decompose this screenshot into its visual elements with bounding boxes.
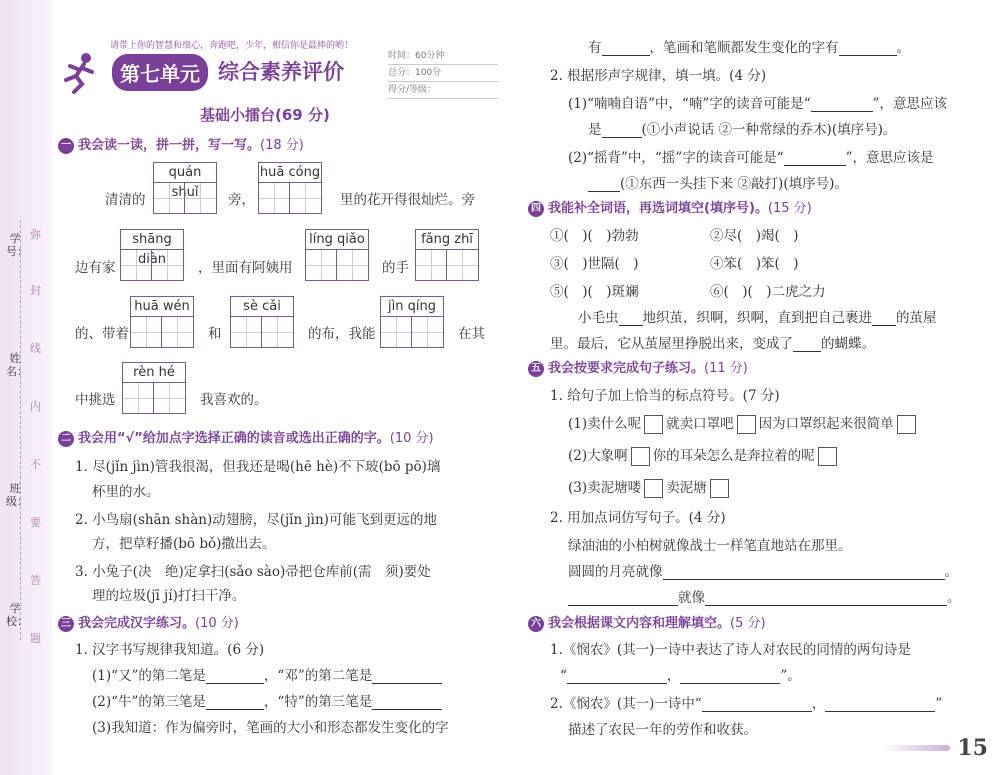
- section-points: (5 分): [730, 616, 766, 631]
- question-text: 是: [588, 122, 602, 138]
- question-line: 杯里的水。: [92, 484, 160, 500]
- answer-blank[interactable]: [619, 325, 643, 326]
- answer-blank[interactable]: [872, 325, 896, 326]
- page-header: [60, 38, 490, 98]
- text-fragment: 中挑选: [75, 392, 116, 408]
- text-fragment: 清清的: [105, 192, 146, 208]
- question-text: 。: [944, 564, 958, 580]
- section-title: 我会根据课文内容和理解填空。: [548, 616, 731, 631]
- pinyin-write-box[interactable]: [380, 296, 444, 348]
- punctuation-box[interactable]: [818, 447, 837, 466]
- question-line: [568, 476, 732, 498]
- seal-word: 线: [30, 342, 41, 355]
- pinyin-label: huā cóng: [258, 162, 322, 182]
- question-text: (2)大象啊: [568, 448, 628, 464]
- section-title: 我会用“√”给加点字选择正确的读音或选出正确的字。: [78, 431, 390, 446]
- question-text: ”，意思应该: [872, 96, 948, 112]
- pinyin-write-box[interactable]: [130, 296, 194, 348]
- unit-badge: 第七单元: [112, 54, 208, 91]
- seal-word: 答: [30, 574, 41, 587]
- seal-word: 封: [30, 284, 41, 297]
- answer-blank[interactable]: [602, 55, 650, 56]
- question-text: ，“特”的第三笔是: [263, 694, 373, 710]
- text-fragment: 的、带着: [75, 326, 129, 342]
- pinyin-write-box[interactable]: [120, 229, 184, 281]
- question-text: 有: [588, 40, 602, 56]
- answer-blank[interactable]: [588, 191, 620, 192]
- answer-blank[interactable]: [784, 165, 846, 166]
- seal-line: [20, 220, 22, 640]
- section-1-heading: [58, 134, 304, 154]
- idiom-item[interactable]: ④笨( )笨( ): [710, 256, 799, 272]
- question-line: [588, 172, 848, 192]
- class-label: 班级：: [6, 482, 28, 508]
- seal-word: 内: [30, 400, 41, 413]
- section-title: 我会按要求完成句子练习。: [548, 361, 705, 376]
- answer-blank[interactable]: [372, 709, 442, 710]
- section-6-heading: [528, 612, 766, 632]
- question-text: ，: [666, 668, 681, 684]
- pinyin-write-box[interactable]: [153, 162, 217, 214]
- text-fragment: 在其: [458, 326, 485, 342]
- idiom-item[interactable]: ③( )世隔( ): [550, 256, 639, 272]
- answer-blank[interactable]: [705, 605, 947, 606]
- text-fragment: 和: [208, 326, 222, 342]
- section-points: (15 分): [767, 201, 812, 216]
- text-fragment: 旁，: [228, 192, 255, 208]
- pinyin-write-box[interactable]: [230, 296, 294, 348]
- idiom-item[interactable]: ⑥( )( )二虎之力: [710, 284, 826, 300]
- pinyin-label: jìn qíng: [380, 296, 444, 316]
- section-number: 四: [528, 201, 544, 217]
- text-fragment: 的布，我能: [308, 326, 376, 342]
- seal-word: 要: [30, 516, 41, 529]
- answer-blank[interactable]: [602, 137, 642, 138]
- section-number: 六: [528, 616, 544, 632]
- question-line: [568, 444, 840, 466]
- text-fragment: 我喜欢的。: [200, 392, 268, 408]
- pinyin-write-box[interactable]: [415, 229, 479, 281]
- header-slogan: 请带上你的智慧和细心，奔跑吧，少年，相信你是最棒的哟！: [110, 41, 354, 51]
- pinyin-label: shāng: [120, 229, 184, 249]
- page-title: 综合素养评价: [218, 60, 344, 84]
- answer-blank[interactable]: [663, 579, 945, 580]
- answer-blank[interactable]: [680, 683, 780, 684]
- pinyin-label: líng qiǎo: [305, 229, 369, 249]
- question-line: [568, 586, 961, 606]
- question-line: 理的垃圾(jī jí)打扫干净。: [92, 588, 246, 604]
- answer-blank[interactable]: [811, 111, 873, 112]
- question-line: [550, 692, 942, 712]
- text-fragment: 里的花开得很灿烂。旁: [340, 192, 475, 208]
- punctuation-box[interactable]: [644, 415, 663, 434]
- page-decoration: [880, 745, 950, 751]
- idiom-item[interactable]: ①( )( )勃勃: [550, 228, 639, 244]
- punctuation-box[interactable]: [737, 415, 756, 434]
- section-title: 我会读一读，拼一拼，写一写。: [78, 138, 261, 153]
- question-text: 就卖口罩吧: [666, 416, 734, 432]
- question-text: 的蝴蝶。: [821, 336, 875, 352]
- question-line: [560, 664, 801, 684]
- question-line: 描述了农民一年的劳作和收获。: [568, 722, 757, 738]
- question-line: 1. 给句子加上恰当的标点符号。(7 分): [550, 388, 780, 404]
- question-text: 。: [947, 590, 961, 606]
- seal-word: 弥: [30, 228, 41, 241]
- seal-word: 题: [30, 632, 41, 645]
- question-text: ，“邓”的第二笔是: [263, 668, 373, 684]
- question-line: 2. 根据形声字规律，填一填。(4 分): [550, 68, 767, 84]
- answer-blank[interactable]: [206, 709, 264, 710]
- question-line: (3)我知道：作为偏旁时，笔画的大小和形态都发生变化的字: [92, 720, 449, 736]
- question-text: (1)“喃喃自语”中，“喃”字的读音可能是“: [568, 96, 811, 112]
- question-text: (①小声说话 ②一种常绿的乔木)(填序号)。: [641, 122, 897, 138]
- question-text: 圆圆的月亮就像: [568, 564, 663, 580]
- question-text: 的茧屋: [896, 310, 937, 326]
- section-2-heading: [58, 427, 434, 447]
- section-number: 三: [58, 616, 74, 632]
- punctuation-box[interactable]: [631, 447, 650, 466]
- question-line: [588, 36, 910, 56]
- question-line: [578, 306, 937, 326]
- exam-meta: [388, 48, 498, 99]
- question-line: 1. 汉字书写规律我知道。(6 分): [75, 642, 265, 658]
- student-name-label: 姓名：: [6, 352, 28, 378]
- pinyin-write-box[interactable]: [122, 362, 186, 414]
- score-field[interactable]: 得分/等级：: [388, 82, 498, 99]
- pinyin-label: quán: [153, 162, 217, 182]
- student-id-label: 学号：: [6, 232, 28, 258]
- section-points: (10 分): [389, 431, 434, 446]
- question-line: [568, 560, 958, 580]
- answer-blank[interactable]: [206, 683, 264, 684]
- answer-blank[interactable]: [825, 711, 935, 712]
- total-score: 总分：100分: [388, 65, 498, 82]
- section-points: (18 分): [260, 138, 304, 153]
- question-text: 小毛虫: [578, 310, 619, 326]
- question-text: 卖泥塘: [666, 480, 707, 496]
- question-line: 1. 尽(jǐn jìn)管我很渴，但我还是喝(hē hè)不下玻(bō pō)璃: [75, 459, 441, 475]
- question-line: 1.《悯农》(其一)一诗中表达了诗人对农民的同情的两句诗是: [550, 642, 911, 658]
- question-text: 。: [896, 40, 910, 56]
- question-line: 3. 小兔子(决 绝)定拿扫(sǎo sào)帚把仓库前(需 须)要处: [75, 564, 431, 580]
- question-text: (2)“摇背”中，“摇”字的读音可能是“: [568, 150, 784, 166]
- question-line: [568, 412, 919, 434]
- time-limit: 时间：60分钟: [388, 48, 498, 65]
- answer-blank[interactable]: [568, 605, 678, 606]
- page-number: 15: [957, 735, 988, 761]
- question-line: 2. 小鸟扇(shān shàn)动翅膀，尽(jǐn jìn)可能飞到更远的地: [75, 512, 437, 528]
- question-line: [588, 118, 896, 138]
- question-text: (2)“牛”的第三笔是: [92, 694, 206, 710]
- text-fragment: 的手: [382, 260, 409, 276]
- school-label: 学校：: [6, 602, 28, 628]
- section-number: 五: [528, 361, 544, 377]
- question-line: 方，把草籽播(bō bǒ)撒出去。: [92, 536, 276, 552]
- question-text: 你的耳朵怎么是奔拉着的呢: [652, 448, 815, 464]
- question-line: [92, 664, 442, 684]
- question-text: 就像: [678, 590, 705, 606]
- section-3-heading: [58, 612, 239, 632]
- question-text: ，: [811, 696, 826, 712]
- seal-word: 不: [30, 458, 41, 471]
- question-text: ”。: [780, 668, 801, 684]
- answer-blank[interactable]: [567, 683, 667, 684]
- question-text: 因为口罩织起来很简单: [758, 416, 894, 432]
- section-number: 一: [58, 138, 74, 154]
- pinyin-write-box[interactable]: [258, 162, 322, 214]
- question-line: 2. 用加点词仿写句子。(4 分): [550, 510, 726, 526]
- question-line: 绿油油的小柏树就像战士一样笔直地站在那里。: [568, 538, 852, 554]
- question-line: [92, 690, 442, 710]
- section-5-heading: [528, 357, 748, 377]
- idiom-item[interactable]: ⑤( )( )斑斓: [550, 284, 639, 300]
- pinyin-label: huā wén: [130, 296, 194, 316]
- answer-blank[interactable]: [372, 683, 442, 684]
- question-text: “: [560, 668, 567, 684]
- section-number: 二: [58, 431, 74, 447]
- punctuation-box[interactable]: [897, 415, 916, 434]
- pinyin-label: sè cǎi: [230, 296, 294, 316]
- question-text: (3)卖泥塘喽: [568, 480, 642, 496]
- text-fragment: ，里面有阿姨用: [198, 260, 293, 276]
- question-line: [568, 92, 947, 112]
- section-title: 我会完成汉字练习。: [78, 616, 196, 631]
- punctuation-box[interactable]: [710, 479, 729, 498]
- section-title: 我能补全词语，再选词填空(填序号)。: [548, 201, 768, 216]
- section-group-title: 基础小擂台(69 分): [200, 106, 330, 124]
- section-points: (10 分): [195, 616, 239, 631]
- pinyin-label: fǎng zhī: [415, 229, 479, 249]
- answer-blank[interactable]: [793, 351, 821, 352]
- section-4-heading: [528, 197, 812, 217]
- section-points: (11 分): [704, 361, 748, 376]
- runner-icon: [60, 50, 100, 94]
- question-text: 2.《悯农》(其一)一诗中“: [550, 696, 702, 712]
- question-text: ，笔画和笔顺都发生变化的字有: [649, 40, 839, 56]
- question-text: ”，意思应该是: [845, 150, 934, 166]
- text-fragment: 边有家: [75, 260, 116, 276]
- punctuation-box[interactable]: [644, 479, 663, 498]
- question-line: [550, 332, 875, 352]
- binding-margin: [0, 0, 52, 775]
- question-text: (①东西一头挂下来 ②敲打)(填序号)。: [620, 176, 848, 192]
- question-line: [568, 146, 934, 166]
- idiom-item[interactable]: ②尽( )竭( ): [710, 228, 799, 244]
- question-text: (1)卖什么呢: [568, 416, 642, 432]
- question-text: ”: [935, 696, 943, 712]
- answer-blank[interactable]: [702, 711, 812, 712]
- pinyin-label: rèn hé: [122, 362, 186, 382]
- pinyin-write-box[interactable]: [305, 229, 369, 281]
- question-text: 地织茧，织啊，织啊，直到把自己裹进: [642, 310, 872, 326]
- question-text: 里。最后，它从茧屋里挣脱出来，变成了: [550, 336, 793, 352]
- answer-blank[interactable]: [839, 55, 897, 56]
- question-text: (1)“又”的第二笔是: [92, 668, 206, 684]
